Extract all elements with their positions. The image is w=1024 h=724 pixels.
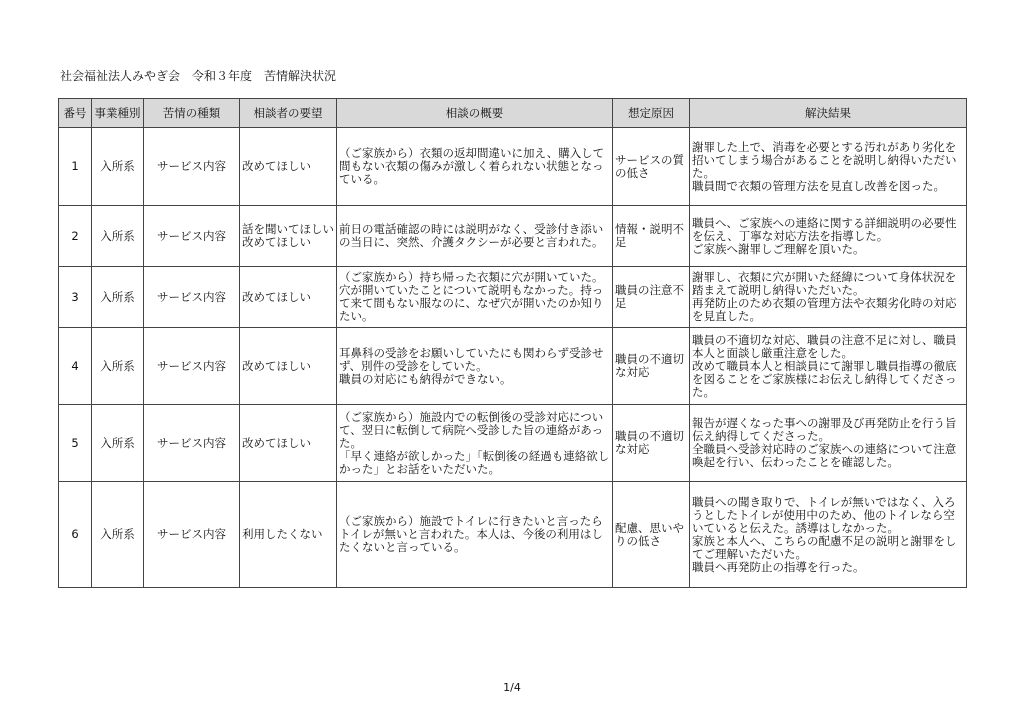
- cell-summary: （ご家族から）施設内での転倒後の受診対応について、翌日に転倒して病院へ受診した旨の連絡があった。 「早く連絡が欲しかった」「転倒後の経過も連絡欲しかった」とお話をいただいた。: [337, 405, 613, 482]
- cell-business-type: 入所系: [92, 128, 144, 206]
- cell-number: 3: [59, 267, 92, 328]
- cell-number: 5: [59, 405, 92, 482]
- cell-complaint-kind: サービス内容: [144, 267, 240, 328]
- cell-request: 改めてほしい: [240, 328, 337, 405]
- complaint-table: [58, 98, 967, 588]
- cell-business-type: 入所系: [92, 206, 144, 267]
- cell-result: 謝罪し、衣類に穴が開いた経緯について身体状況を踏まえて説明し納得いただいた。 再発防止のため衣類の管理方法や衣類劣化時の対応を見直した。: [690, 267, 967, 328]
- cell-result: 職員の不適切な対応、職員の注意不足に対し、職員本人と面談し厳重注意をした。 改めて職員本人と相談員にて謝罪し職員指導の徹底を図ることをご家族様にお伝えし納得してくださった。: [690, 328, 967, 405]
- cell-result: 職員へ、ご家族への連絡に関する詳細説明の必要性を伝え、丁寧な対応方法を指導した。 ご家族へ謝罪しご理解を頂いた。: [690, 206, 967, 267]
- cell-business-type: 入所系: [92, 267, 144, 328]
- cell-business-type: 入所系: [92, 328, 144, 405]
- cell-request: 改めてほしい: [240, 128, 337, 206]
- table-row: [59, 206, 967, 267]
- header-request: 相談者の要望: [240, 99, 337, 128]
- cell-business-type: 入所系: [92, 482, 144, 588]
- header-summary: 相談の概要: [337, 99, 613, 128]
- cell-complaint-kind: サービス内容: [144, 482, 240, 588]
- cell-result: 謝罪した上で、消毒を必要とする汚れがあり劣化を招いてしまう場合があることを説明し納得いただいた。 職員間で衣類の管理方法を見直し改善を図った。: [690, 128, 967, 206]
- header-number: 番号: [59, 99, 92, 128]
- cell-cause: 配慮、思いやりの低さ: [613, 482, 690, 588]
- cell-number: 1: [59, 128, 92, 206]
- cell-complaint-kind: サービス内容: [144, 206, 240, 267]
- cell-number: 2: [59, 206, 92, 267]
- cell-cause: 情報・説明不足: [613, 206, 690, 267]
- header-result: 解決結果: [690, 99, 967, 128]
- cell-summary: （ご家族から）衣類の返却間違いに加え、購入して間もない衣類の傷みが激しく着られない状態となっている。: [337, 128, 613, 206]
- cell-result: 報告が遅くなった事への謝罪及び再発防止を行う旨伝え納得してくださった。 全職員へ受診対応時のご家族への連絡について注意喚起を行い、伝わったことを確認した。: [690, 405, 967, 482]
- cell-complaint-kind: サービス内容: [144, 405, 240, 482]
- cell-cause: 職員の不適切な対応: [613, 328, 690, 405]
- cell-business-type: 入所系: [92, 405, 144, 482]
- cell-cause: 職員の注意不足: [613, 267, 690, 328]
- cell-request: 話を聞いてほしい 改めてほしい: [240, 206, 337, 267]
- cell-number: 6: [59, 482, 92, 588]
- cell-summary: 耳鼻科の受診をお願いしていたにも関わらず受診せず、別件の受診をしていた。 職員の対応にも納得ができない。: [337, 328, 613, 405]
- header-cause: 想定原因: [613, 99, 690, 128]
- cell-request: 利用したくない: [240, 482, 337, 588]
- cell-result: 職員への聞き取りで、トイレが無いではなく、入ろうとしたトイレが使用中のため、他のトイレなら空いていると伝えた。誘導はしなかった。 家族と本人へ、こちらの配慮不足の説明と謝罪をしてご理解いただいた。 職員へ再発防止の指導を行った。: [690, 482, 967, 588]
- document-title: 社会福祉法人みやぎ会 令和３年度 苦情解決状況: [60, 69, 337, 83]
- cell-summary: （ご家族から）持ち帰った衣類に穴が開いていた。穴が開いていたことについて説明もなかった。持って来て間もない服なのに、なぜ穴が開いたのか知りたい。: [337, 267, 613, 328]
- cell-request: 改めてほしい: [240, 267, 337, 328]
- page-number: 1/4: [503, 681, 521, 694]
- table-row: [59, 128, 967, 206]
- header-row: [59, 99, 967, 128]
- header-business-type: 事業種別: [92, 99, 144, 128]
- table-row: [59, 482, 967, 588]
- cell-complaint-kind: サービス内容: [144, 328, 240, 405]
- table-row: [59, 267, 967, 328]
- cell-summary: （ご家族から）施設でトイレに行きたいと言ったらトイレが無いと言われた。本人は、今後の利用はしたくないと言っている。: [337, 482, 613, 588]
- cell-complaint-kind: サービス内容: [144, 128, 240, 206]
- table-row: [59, 328, 967, 405]
- cell-cause: サービスの質の低さ: [613, 128, 690, 206]
- cell-cause: 職員の不適切な対応: [613, 405, 690, 482]
- table-row: [59, 405, 967, 482]
- cell-summary: 前日の電話確認の時には説明がなく、受診付き添いの当日に、突然、介護タクシーが必要と言われた。: [337, 206, 613, 267]
- header-complaint-kind: 苦情の種類: [144, 99, 240, 128]
- cell-request: 改めてほしい: [240, 405, 337, 482]
- cell-number: 4: [59, 328, 92, 405]
